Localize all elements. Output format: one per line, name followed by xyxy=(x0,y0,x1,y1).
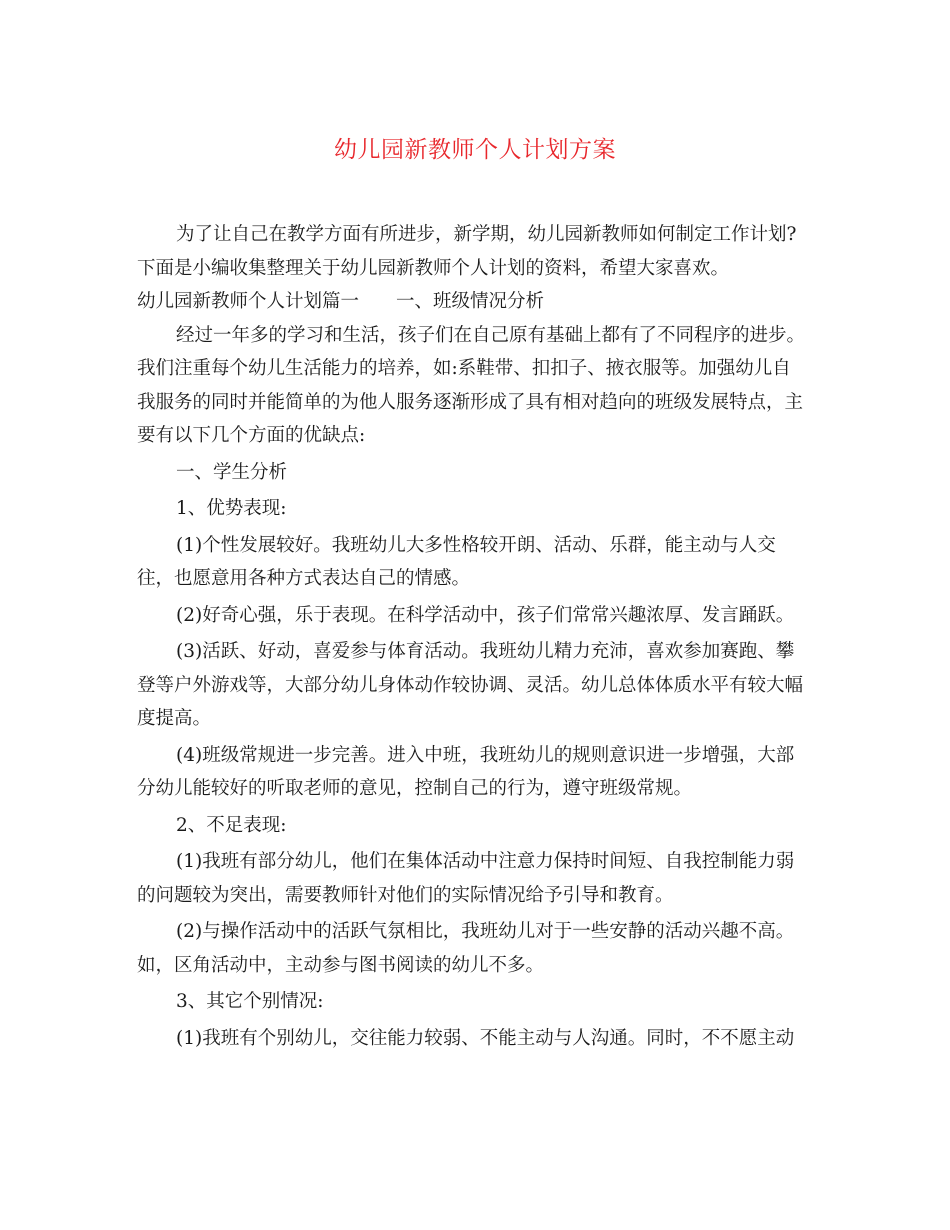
text-line: 分幼儿能较好的听取老师的意见，控制自己的行为，遵守班级常规。 xyxy=(137,778,693,799)
list-item xyxy=(137,529,817,596)
text-line: (2)与操作活动中的活跃气氛相比，我班幼儿对于一些安静的活动兴趣不高。 xyxy=(176,921,795,942)
text-line: 如，区角活动中，主动参与图书阅读的幼儿不多。 xyxy=(137,954,545,976)
section-heading: 幼儿园新教师个人计划篇一 一、班级情况分析 xyxy=(137,291,545,312)
subheading-student-analysis: 一、学生分析 xyxy=(176,461,288,483)
text-line: (3)活跃、好动，喜爱参与体育活动。我班幼儿精力充沛，喜欢参加赛跑、攀 xyxy=(176,641,795,662)
list-item xyxy=(137,915,817,982)
list-item xyxy=(137,1022,817,1056)
subheading-other-cases: 3、其它个别情况: xyxy=(176,991,324,1012)
text-line: (4)班级常规进一步完善。进入中班，我班幼儿的规则意识进一步增强，大部 xyxy=(176,744,795,766)
text-line: (1)个性发展较好。我班幼儿大多性格较开朗、活动、乐群，能主动与人交 xyxy=(176,534,776,556)
document-body xyxy=(137,218,817,1055)
list-item xyxy=(137,845,817,912)
text-line: 度提高。 xyxy=(137,708,212,729)
paragraph-intro xyxy=(137,218,817,285)
text-line: (1)我班有部分幼儿，他们在集体活动中注意力保持时间短、自我控制能力弱 xyxy=(176,851,795,872)
text-line: 的问题较为突出，需要教师针对他们的实际情况给予引导和教育。 xyxy=(137,884,674,906)
text-line: 为了让自己在教学方面有所进步，新学期，幼儿园新教师如何制定工作计划? xyxy=(176,224,797,245)
text-line: 下面是小编收集整理关于幼儿园新教师个人计划的资料，希望大家喜欢。 xyxy=(137,257,730,279)
text-line: 往，也愿意用各种方式表达自己的情感。 xyxy=(137,568,471,589)
paragraph-class-overview xyxy=(137,319,817,453)
list-item: (2)好奇心强，乐于表现。在科学活动中，孩子们常常兴趣浓厚、发言踊跃。 xyxy=(176,604,795,626)
text-line: 经过一年多的学习和生活，孩子们在自己原有基础上都有了不同程序的进步。 xyxy=(176,324,806,346)
subheading-strengths: 1、优势表现: xyxy=(176,498,287,519)
text-line: 我服务的同时并能简单的为他人服务逐渐形成了具有相对趋向的班级发展特点，主 xyxy=(137,391,804,413)
text-line: 我们注重每个幼儿生活能力的培养，如:系鞋带、扣扣子、掖衣服等。加强幼儿自 xyxy=(137,358,791,379)
subheading-weaknesses: 2、不足表现: xyxy=(176,814,287,836)
text-line: (1)我班有个别幼儿，交往能力较弱、不能主动与人沟通。同时，不不愿主动 xyxy=(176,1027,795,1049)
list-item xyxy=(137,739,817,806)
list-item xyxy=(137,635,817,736)
text-line: 要有以下几个方面的优缺点: xyxy=(137,425,366,446)
document-title: 幼儿园新教师个人计划方案 xyxy=(334,137,616,163)
text-line: 登等户外游戏等，大部分幼儿身体动作较协调、灵活。幼儿总体体质水平有较大幅 xyxy=(137,674,804,696)
